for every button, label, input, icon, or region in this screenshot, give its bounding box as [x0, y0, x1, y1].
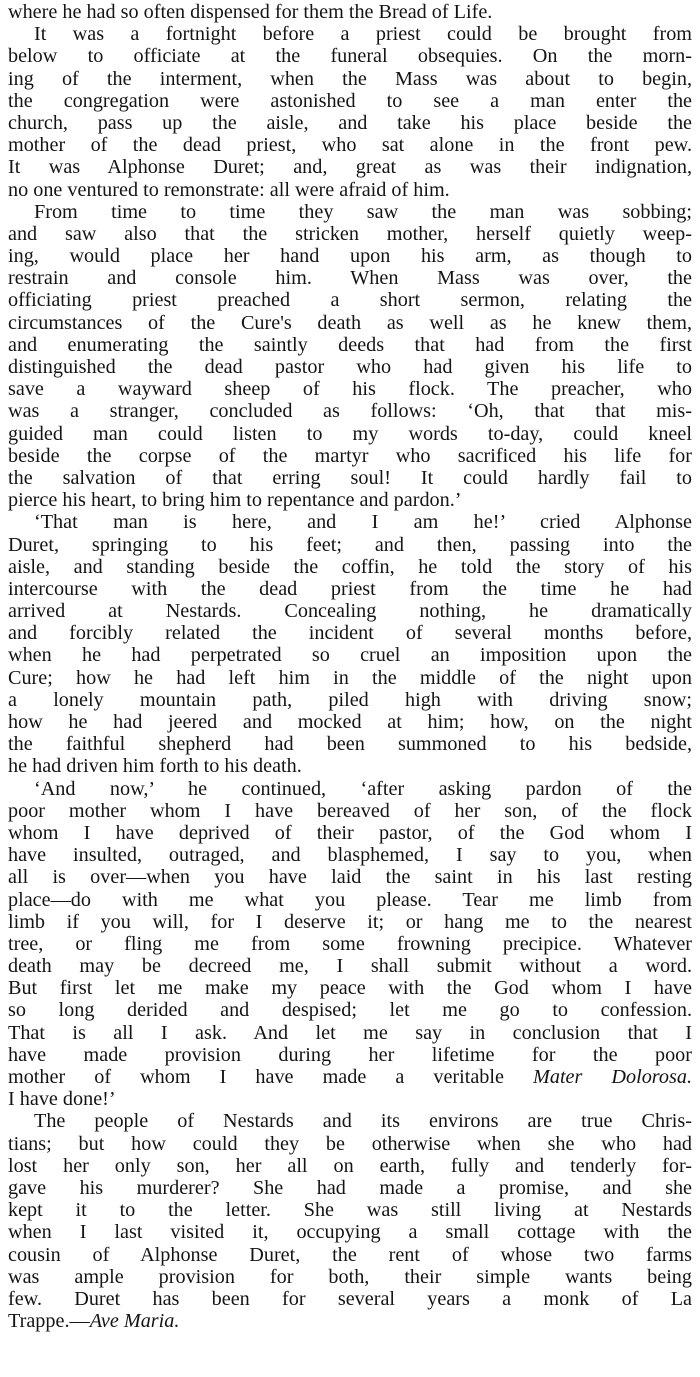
text-line: the congregation were astonished to see a man enter the [8, 89, 692, 112]
text-line: was ample provision for both, their simple wants being [8, 1265, 692, 1288]
text-line: place—do with me what you please. Tear me limb from [8, 888, 692, 911]
paragraph [8, 1110, 692, 1332]
text-line: have made provision during her lifetime for the poor [8, 1043, 692, 1066]
text-line: below to officiate at the funeral obsequies. On the morn- [8, 45, 692, 68]
text-line: and forcibly related the incident of several months before, [8, 622, 692, 645]
text-line: kept it to the letter. She was still living at Nestards [8, 1199, 692, 1222]
text-line: ing, would place her hand upon his arm, as though to [8, 245, 692, 268]
text-line: lost her only son, her all on earth, fully and tenderly for- [8, 1154, 692, 1177]
text-line: That is all I ask. And let me say in conclusion that I [8, 1021, 692, 1044]
paragraph [8, 511, 692, 777]
text-line: and saw also that the stricken mother, herself quietly weep- [8, 222, 692, 245]
text-line: Trappe.—Ave Maria. [8, 1310, 180, 1333]
text-line: poor mother whom I have bereaved of her son, of the flock [8, 799, 692, 822]
text-line: From time to time they saw the man was sobbing; [34, 200, 692, 223]
text-line: Cure; how he had left him in the middle of the night upon [8, 666, 692, 689]
text-line: The people of Nestards and its environs are true Chris- [34, 1110, 692, 1133]
paragraph [8, 1, 692, 23]
text-line: have insulted, outraged, and blasphemed, I say to you, when [8, 844, 692, 867]
text-line: save a wayward sheep of his flock. The preacher, who [8, 378, 692, 401]
text-line: limb if you will, for I deserve it; or hang me to the nearest [8, 910, 692, 933]
text-line: so long derided and despised; let me go to confession. [8, 999, 692, 1022]
text-line: was a stranger, concluded as follows: ‘Oh, that that mis- [8, 400, 692, 423]
text-line: when I last visited it, occupying a small cottage with the [8, 1221, 692, 1244]
text-line: arrived at Nestards. Concealing nothing, he dramatically [8, 600, 692, 623]
text-line: beside the corpse of the martyr who sacrificed his life for [8, 444, 692, 467]
text-line: pierce his heart, to bring him to repentance and pardon.’ [8, 489, 462, 512]
text-line: tree, or fling me from some frowning precipice. Whatever [8, 932, 692, 955]
text-line: how he had jeered and mocked at him; how, on the night [8, 711, 692, 733]
text-line: It was Alphonse Duret; and, great as was their indignation, [8, 156, 692, 179]
text-line: ‘That man is here, and I am he!’ cried Alphonse [34, 511, 692, 534]
text-line: when he had perpetrated so cruel an imposition upon the [8, 644, 692, 667]
text-line: intercourse with the dead priest from the time he had [8, 577, 692, 600]
text-line: few. Duret has been for several years a monk of La [8, 1287, 692, 1310]
text-line: a lonely mountain path, piled high with driving snow; [8, 688, 692, 711]
text-line: cousin of Alphonse Duret, the rent of whose two farms [8, 1243, 692, 1266]
text-line: ‘And now,’ he continued, ‘after asking pardon of the [34, 777, 692, 800]
paragraph [8, 201, 692, 512]
text-line: mother of the dead priest, who sat alone in the front pew. [8, 134, 692, 157]
text-line: gave his murderer? She had made a promise, and she [8, 1176, 692, 1199]
text-line: It was a fortnight before a priest could be brought from [34, 23, 692, 46]
text-line: aisle, and standing beside the coffin, he told the story of his [8, 555, 692, 578]
text-line: the salvation of that erring soul! It could hardly fail to [8, 466, 692, 489]
text-line: distinguished the dead pastor who had given his life to [8, 356, 692, 378]
text-line: restrain and console him. When Mass was over, the [8, 267, 692, 290]
text-line: all is over—when you have laid the saint in his last resting [8, 866, 692, 889]
text-line: no one ventured to remonstrate: all were afraid of him. [8, 178, 450, 201]
text-line: the faithful shepherd had been summoned to his bedside, [8, 733, 692, 756]
text-line: guided man could listen to my words to-day, could kneel [8, 422, 692, 445]
text-line: he had driven him forth to his death. [8, 755, 302, 778]
text-line: tians; but how could they be otherwise when she who had [8, 1132, 692, 1155]
text-line: whom I have deprived of their pastor, of the God whom I [8, 821, 692, 844]
text-line: Duret, springing to his feet; and then, passing into the [8, 533, 692, 556]
text-line: mother of whom I have made a veritable Mater Dolorosa. [8, 1066, 692, 1088]
text-line: circumstances of the Cure's death as well as he knew them, [8, 311, 692, 334]
text-line: church, pass up the aisle, and take his place beside the [8, 111, 692, 134]
text-line: I have done!’ [8, 1088, 116, 1111]
text-line: officiating priest preached a short sermon, relating the [8, 289, 692, 312]
text-line: ing of the interment, when the Mass was about to begin, [8, 67, 692, 90]
text-line: where he had so often dispensed for them the Bread of Life. [8, 1, 493, 23]
paragraph [8, 778, 692, 1111]
text-line: But first let me make my peace with the God whom I have [8, 977, 692, 1000]
text-line: death may be decreed me, I shall submit without a word. [8, 955, 692, 978]
text-line: and enumerating the saintly deeds that had from the first [8, 333, 692, 356]
paragraph [8, 23, 692, 201]
